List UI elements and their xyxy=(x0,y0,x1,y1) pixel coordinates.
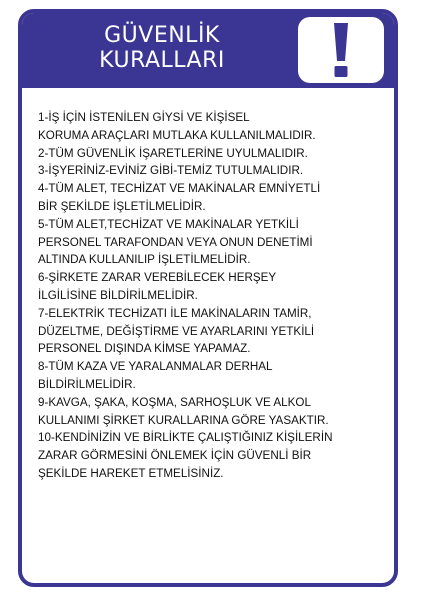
safety-rules-sign xyxy=(18,9,398,587)
rules-list xyxy=(38,109,365,483)
rule-item-10: 10-KENDİNİZİN VE BİRLİKTE ÇALIŞTIĞINIZ KİŞİLERİN ZARAR GÖRMESİNİ ÖNLEMEK İÇİN GÜVENLİ BİR ŞEKİLDE HAREKET ETMELİSİNİZ. xyxy=(38,430,333,480)
rule-item-5: 5-TÜM ALET,TECHİZAT VE MAKİNALAR YETKİLİ PERSONEL TARAFONDAN VEYA ONUN DENETİMİ ALTINDA KULLANILIP İŞLETİLMELİDİR. xyxy=(38,216,313,267)
rule-item-6: 6-ŞİRKETE ZARAR VEREBİLECEK HERŞEY İLGİLİSİNE BİLDİRİLMELİDİR. xyxy=(38,270,277,302)
rule-item-9: 9-KAVGA, ŞAKA, KOŞMA, SARHOŞLUK VE ALKOL KULLANIMI ŞİRKET KURALLARINA GÖRE YASAKTIR. xyxy=(38,394,329,427)
rule-item-4: 4-TÜM ALET, TECHİZAT VE MAKİNALAR EMNİYETLİ BİR ŞEKİLDE İŞLETİLMELİDİR. xyxy=(38,181,321,213)
rule-item-8: 8-TÜM KAZA VE YARALANMALAR DERHAL BİLDİRİLMELİDİR. xyxy=(38,359,273,391)
exclamation-icon xyxy=(298,17,384,83)
sign-header xyxy=(22,13,394,88)
rule-item-2: 2-TÜM GÜVENLİK İŞARETLERİNE UYULMALIDIR. xyxy=(38,145,308,160)
rule-item-1: 1-İŞ İÇİN İSTENİLEN GİYSİ VE KİŞİSEL KORUMA ARAÇLARI MUTLAKA KULLANILMALIDIR. xyxy=(38,110,316,142)
rule-item-3: 3-İŞYERİNİZ-EVİNİZ GİBİ-TEMİZ TUTULMALIDIR. xyxy=(38,163,304,178)
sign-title: GÜVENLİK KURALLARI xyxy=(99,23,225,73)
rule-item-7: 7-ELEKTRİK TECHİZATI İLE MAKİNALARIN TAMİR, DÜZELTME, DEĞİŞTİRME VE AYARLARINI YETKİLİ PERSONEL DIŞINDA KİMSE YAPAMAZ. xyxy=(38,305,315,356)
warning-box xyxy=(298,17,384,83)
